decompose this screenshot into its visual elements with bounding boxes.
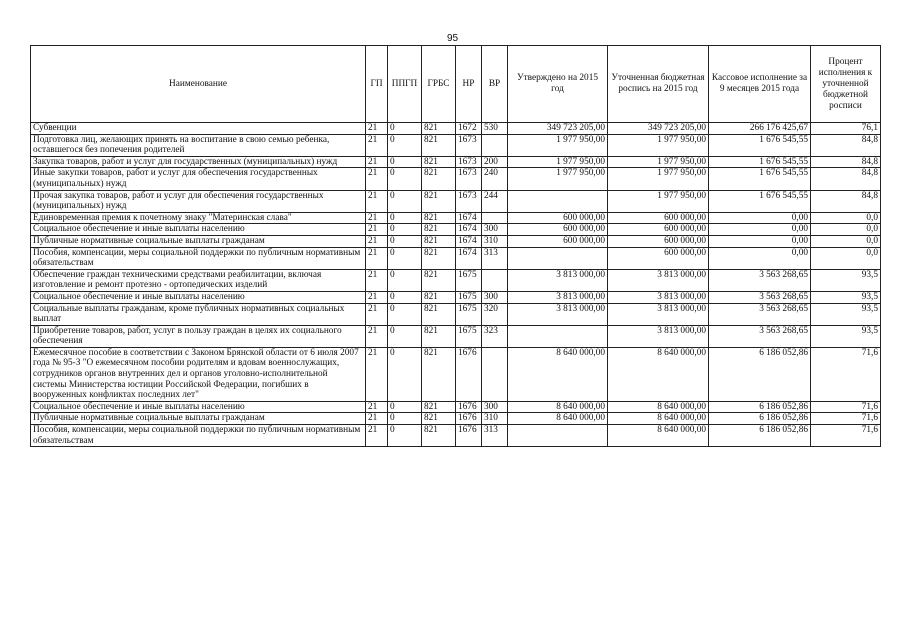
table-row [31, 235, 881, 247]
cell-name: Обеспечение граждан техническими средствами реабилитации, включая изготовление и ремонт протезно - ортопедических изделий [31, 269, 366, 291]
cell-gp: 21 [366, 291, 388, 303]
cell-executed: 1 676 545,55 [709, 134, 811, 156]
header-gp: ГП [366, 46, 388, 123]
cell-gp: 21 [366, 401, 388, 413]
header-approved: Утверждено на 2015 год [508, 46, 608, 123]
cell-nr: 1676 [456, 347, 482, 401]
cell-gp: 21 [366, 134, 388, 156]
header-vr: ВР [482, 46, 508, 123]
cell-executed: 0,00 [709, 235, 811, 247]
cell-name: Прочая закупка товаров, работ и услуг для обеспечения государственных (муниципальных) нужд [31, 190, 366, 212]
cell-grbs: 821 [422, 269, 456, 291]
cell-vr [482, 212, 508, 224]
header-ppgp: ППГП [388, 46, 422, 123]
cell-name: Закупка товаров, работ и услуг для государственных (муниципальных) нужд [31, 156, 366, 168]
cell-approved: 8 640 000,00 [508, 413, 608, 425]
cell-name: Социальные выплаты гражданам, кроме публичных нормативных социальных выплат [31, 303, 366, 325]
cell-ppgp: 0 [388, 425, 422, 447]
cell-revised: 1 977 950,00 [608, 168, 709, 190]
cell-name: Социальное обеспечение и иные выплаты населению [31, 291, 366, 303]
cell-revised: 8 640 000,00 [608, 425, 709, 447]
cell-nr: 1676 [456, 401, 482, 413]
cell-gp: 21 [366, 123, 388, 135]
cell-approved: 600 000,00 [508, 235, 608, 247]
cell-percent: 71,6 [811, 347, 881, 401]
cell-name: Публичные нормативные социальные выплаты гражданам [31, 413, 366, 425]
cell-nr: 1673 [456, 156, 482, 168]
cell-approved: 3 813 000,00 [508, 269, 608, 291]
header-percent: Процент исполнения к уточненной бюджетной росписи [811, 46, 881, 123]
cell-revised: 3 813 000,00 [608, 269, 709, 291]
cell-grbs: 821 [422, 235, 456, 247]
cell-gp: 21 [366, 347, 388, 401]
cell-gp: 21 [366, 168, 388, 190]
cell-name: Единовременная премия к почетному знаку "Материнская слава" [31, 212, 366, 224]
cell-percent: 71,6 [811, 413, 881, 425]
cell-grbs: 821 [422, 224, 456, 236]
cell-grbs: 821 [422, 413, 456, 425]
cell-approved: 1 977 950,00 [508, 168, 608, 190]
cell-grbs: 821 [422, 247, 456, 269]
cell-revised: 8 640 000,00 [608, 413, 709, 425]
cell-revised: 1 977 950,00 [608, 190, 709, 212]
cell-executed: 6 186 052,86 [709, 347, 811, 401]
cell-grbs: 821 [422, 291, 456, 303]
cell-nr: 1673 [456, 134, 482, 156]
cell-vr [482, 347, 508, 401]
cell-grbs: 821 [422, 134, 456, 156]
table-row [31, 156, 881, 168]
cell-grbs: 821 [422, 325, 456, 347]
cell-revised: 600 000,00 [608, 224, 709, 236]
cell-grbs: 821 [422, 212, 456, 224]
cell-vr: 200 [482, 156, 508, 168]
cell-revised: 600 000,00 [608, 247, 709, 269]
cell-executed: 266 176 425,67 [709, 123, 811, 135]
cell-approved: 3 813 000,00 [508, 291, 608, 303]
cell-approved: 600 000,00 [508, 212, 608, 224]
header-grbs: ГРБС [422, 46, 456, 123]
cell-nr: 1675 [456, 303, 482, 325]
cell-percent: 76,1 [811, 123, 881, 135]
cell-ppgp: 0 [388, 190, 422, 212]
cell-name: Социальное обеспечение и иные выплаты населению [31, 401, 366, 413]
cell-nr: 1676 [456, 413, 482, 425]
cell-nr: 1672 [456, 123, 482, 135]
cell-nr: 1675 [456, 325, 482, 347]
cell-approved: 1 977 950,00 [508, 156, 608, 168]
cell-ppgp: 0 [388, 235, 422, 247]
table-row [31, 247, 881, 269]
cell-executed: 0,00 [709, 212, 811, 224]
cell-gp: 21 [366, 212, 388, 224]
cell-name: Публичные нормативные социальные выплаты гражданам [31, 235, 366, 247]
cell-approved [508, 425, 608, 447]
cell-revised: 600 000,00 [608, 235, 709, 247]
cell-percent: 0,0 [811, 247, 881, 269]
cell-executed: 1 676 545,55 [709, 168, 811, 190]
cell-ppgp: 0 [388, 325, 422, 347]
table-row [31, 347, 881, 401]
cell-grbs: 821 [422, 190, 456, 212]
table-row [31, 134, 881, 156]
cell-name: Социальное обеспечение и иные выплаты населению [31, 224, 366, 236]
cell-executed: 6 186 052,86 [709, 401, 811, 413]
cell-percent: 84,8 [811, 168, 881, 190]
cell-grbs: 821 [422, 156, 456, 168]
cell-executed: 1 676 545,55 [709, 156, 811, 168]
cell-nr: 1674 [456, 212, 482, 224]
cell-approved: 1 977 950,00 [508, 134, 608, 156]
cell-ppgp: 0 [388, 413, 422, 425]
cell-ppgp: 0 [388, 291, 422, 303]
table-body [31, 123, 881, 447]
cell-executed: 3 563 268,65 [709, 303, 811, 325]
cell-nr: 1673 [456, 190, 482, 212]
cell-executed: 0,00 [709, 247, 811, 269]
cell-revised: 8 640 000,00 [608, 401, 709, 413]
table-row [31, 190, 881, 212]
cell-gp: 21 [366, 224, 388, 236]
cell-revised: 8 640 000,00 [608, 347, 709, 401]
cell-nr: 1676 [456, 425, 482, 447]
header-nr: НР [456, 46, 482, 123]
cell-executed: 1 676 545,55 [709, 190, 811, 212]
cell-revised: 3 813 000,00 [608, 325, 709, 347]
cell-vr: 310 [482, 413, 508, 425]
cell-gp: 21 [366, 156, 388, 168]
cell-approved: 349 723 205,00 [508, 123, 608, 135]
cell-grbs: 821 [422, 425, 456, 447]
table-row [31, 224, 881, 236]
table-row [31, 269, 881, 291]
cell-vr: 300 [482, 291, 508, 303]
cell-vr: 300 [482, 401, 508, 413]
header-revised: Уточненная бюджетная роспись на 2015 год [608, 46, 709, 123]
cell-ppgp: 0 [388, 347, 422, 401]
table-row [31, 291, 881, 303]
cell-ppgp: 0 [388, 269, 422, 291]
budget-table [30, 45, 881, 447]
cell-approved: 8 640 000,00 [508, 347, 608, 401]
cell-name: Ежемесячное пособие в соответствии с Законом Брянской области от 6 июля 2007 года № 95-З "О ежемесячном пособии родителям и вдовам военнослужащих, сотрудников органов внутренних дел и органов уголовно-исполнительной системы Министерства юстиции Российской Федерации, погибших в вооруженных конфликтах последних лет" [31, 347, 366, 401]
cell-name: Субвенции [31, 123, 366, 135]
table-header-row [31, 46, 881, 123]
cell-grbs: 821 [422, 168, 456, 190]
cell-executed: 3 563 268,65 [709, 269, 811, 291]
cell-name: Приобретение товаров, работ, услуг в пользу граждан в целях их социального обеспечения [31, 325, 366, 347]
table-row [31, 123, 881, 135]
cell-ppgp: 0 [388, 168, 422, 190]
cell-executed: 3 563 268,65 [709, 291, 811, 303]
cell-vr: 320 [482, 303, 508, 325]
cell-percent: 0,0 [811, 224, 881, 236]
table-row [31, 413, 881, 425]
cell-approved: 3 813 000,00 [508, 303, 608, 325]
cell-executed: 6 186 052,86 [709, 413, 811, 425]
cell-nr: 1674 [456, 235, 482, 247]
cell-approved [508, 190, 608, 212]
cell-approved: 600 000,00 [508, 224, 608, 236]
cell-percent: 93,5 [811, 325, 881, 347]
cell-gp: 21 [366, 269, 388, 291]
cell-vr: 530 [482, 123, 508, 135]
cell-grbs: 821 [422, 401, 456, 413]
cell-nr: 1675 [456, 291, 482, 303]
cell-ppgp: 0 [388, 401, 422, 413]
header-executed: Кассовое исполнение за 9 месяцев 2015 года [709, 46, 811, 123]
table-row [31, 303, 881, 325]
cell-percent: 0,0 [811, 212, 881, 224]
cell-percent: 84,8 [811, 134, 881, 156]
cell-gp: 21 [366, 413, 388, 425]
cell-name: Иные закупки товаров, работ и услуг для обеспечения государственных (муниципальных) нужд [31, 168, 366, 190]
cell-percent: 84,8 [811, 156, 881, 168]
cell-gp: 21 [366, 325, 388, 347]
cell-vr: 240 [482, 168, 508, 190]
table-row [31, 325, 881, 347]
table-row [31, 425, 881, 447]
cell-percent: 71,6 [811, 401, 881, 413]
cell-gp: 21 [366, 425, 388, 447]
cell-percent: 84,8 [811, 190, 881, 212]
cell-revised: 3 813 000,00 [608, 291, 709, 303]
table-row [31, 168, 881, 190]
cell-ppgp: 0 [388, 303, 422, 325]
table-row [31, 212, 881, 224]
table-row [31, 401, 881, 413]
cell-nr: 1673 [456, 168, 482, 190]
cell-percent: 93,5 [811, 269, 881, 291]
cell-gp: 21 [366, 235, 388, 247]
cell-gp: 21 [366, 303, 388, 325]
cell-vr: 313 [482, 425, 508, 447]
cell-approved [508, 247, 608, 269]
cell-grbs: 821 [422, 123, 456, 135]
cell-nr: 1675 [456, 269, 482, 291]
cell-approved [508, 325, 608, 347]
cell-vr [482, 134, 508, 156]
cell-gp: 21 [366, 190, 388, 212]
cell-approved: 8 640 000,00 [508, 401, 608, 413]
cell-grbs: 821 [422, 303, 456, 325]
cell-revised: 1 977 950,00 [608, 134, 709, 156]
cell-revised: 349 723 205,00 [608, 123, 709, 135]
cell-ppgp: 0 [388, 123, 422, 135]
cell-revised: 1 977 950,00 [608, 156, 709, 168]
cell-percent: 71,6 [811, 425, 881, 447]
cell-vr: 244 [482, 190, 508, 212]
cell-grbs: 821 [422, 347, 456, 401]
cell-percent: 0,0 [811, 235, 881, 247]
cell-revised: 600 000,00 [608, 212, 709, 224]
cell-name: Пособия, компенсации, меры социальной поддержки по публичным нормативным обязательствам [31, 425, 366, 447]
cell-ppgp: 0 [388, 156, 422, 168]
cell-ppgp: 0 [388, 247, 422, 269]
cell-percent: 93,5 [811, 303, 881, 325]
cell-name: Пособия, компенсации, меры социальной поддержки по публичным нормативным обязательствам [31, 247, 366, 269]
cell-ppgp: 0 [388, 134, 422, 156]
page-number: 95 [446, 33, 459, 44]
cell-ppgp: 0 [388, 224, 422, 236]
cell-executed: 0,00 [709, 224, 811, 236]
cell-vr: 310 [482, 235, 508, 247]
cell-vr [482, 269, 508, 291]
cell-percent: 93,5 [811, 291, 881, 303]
cell-vr: 313 [482, 247, 508, 269]
cell-name: Подготовка лиц, желающих принять на воспитание в свою семью ребенка, оставшегося без попечения родителей [31, 134, 366, 156]
cell-ppgp: 0 [388, 212, 422, 224]
cell-nr: 1674 [456, 224, 482, 236]
cell-gp: 21 [366, 247, 388, 269]
header-name: Наименование [31, 46, 366, 123]
cell-vr: 300 [482, 224, 508, 236]
cell-executed: 3 563 268,65 [709, 325, 811, 347]
cell-executed: 6 186 052,86 [709, 425, 811, 447]
cell-nr: 1674 [456, 247, 482, 269]
cell-vr: 323 [482, 325, 508, 347]
cell-revised: 3 813 000,00 [608, 303, 709, 325]
